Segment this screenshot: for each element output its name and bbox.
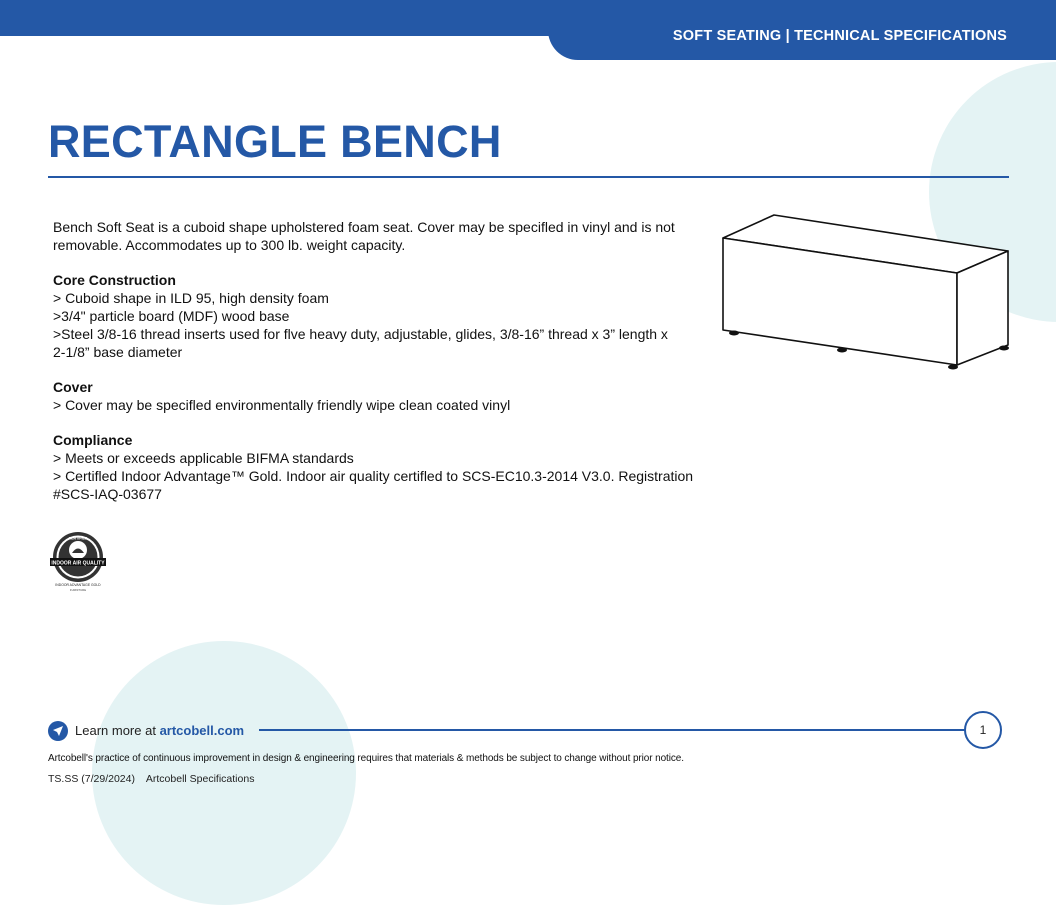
indoor-air-quality-seal-icon [50,531,106,593]
learn-more-text [75,723,244,738]
learn-more-prefix: Learn more at [75,723,156,738]
spec-line: > Certifled Indoor Advantage™ Gold. Indoor air quality certifled to SCS-EC10.3-2014 V3.0. Registration [53,468,694,484]
glide-foot [837,348,847,353]
spec-line: >Steel 3/8-16 thread inserts used for flve heavy duty, adjustable, glides, 3/8-16” thread x 3” length x [53,326,668,342]
svg-text:INDOOR ADVANTAGE GOLD: INDOOR ADVANTAGE GOLD [55,583,101,587]
spec-line: >3/4" particle board (MDF) wood base [53,308,290,324]
glide-foot [999,346,1009,351]
spec-line: 2-1/8” base diameter [53,344,183,360]
footer-doc-info [48,773,254,785]
footer-disclaimer: Artcobell's practice of continuous improvement in design & engineering requires that materials & methods be subject to change without prior notice. [48,753,684,764]
bench-illustration [720,210,1012,374]
spec-line: #SCS-IAQ-03677 [53,486,162,502]
page-title: RECTANGLE BENCH [48,116,502,167]
doc-code: TS.SS (7/29/2024) [48,773,135,785]
spec-line: > Cover may be specifled environmentally friendly wipe clean coated vinyl [53,397,511,413]
intro-line: removable. Accommodates up to 300 lb. weight capacity. [53,237,406,253]
spec-line: > Cuboid shape in ILD 95, high density foam [53,290,329,306]
spec-body [53,218,713,503]
spec-line: > Meets or exceeds applicable BIFMA standards [53,450,354,466]
intro-line: Bench Soft Seat is a cuboid shape upholstered foam seat. Cover may be specifled in vinyl and is not [53,219,675,235]
page-number: 1 [964,711,1002,749]
section-heading-core-construction: Core Construction [53,272,176,288]
doc-name: Artcobell Specifications [145,773,255,785]
section-heading-compliance: Compliance [53,432,133,448]
section-heading-cover: Cover [53,379,93,395]
glide-foot [948,365,958,370]
website-link[interactable]: artcobell.com [159,723,245,738]
svg-text:FURNITURE: FURNITURE [69,588,87,592]
header-label: SOFT SEATING | TECHNICAL SPECIFICATIONS [672,28,1007,44]
svg-text:CERTIFIED: CERTIFIED [68,536,88,541]
glide-foot [729,331,739,336]
svg-text:INDOOR AIR QUALITY: INDOOR AIR QUALITY [51,560,105,567]
location-arrow-icon [48,721,68,741]
footer-divider [259,729,967,731]
title-divider [48,176,1009,178]
